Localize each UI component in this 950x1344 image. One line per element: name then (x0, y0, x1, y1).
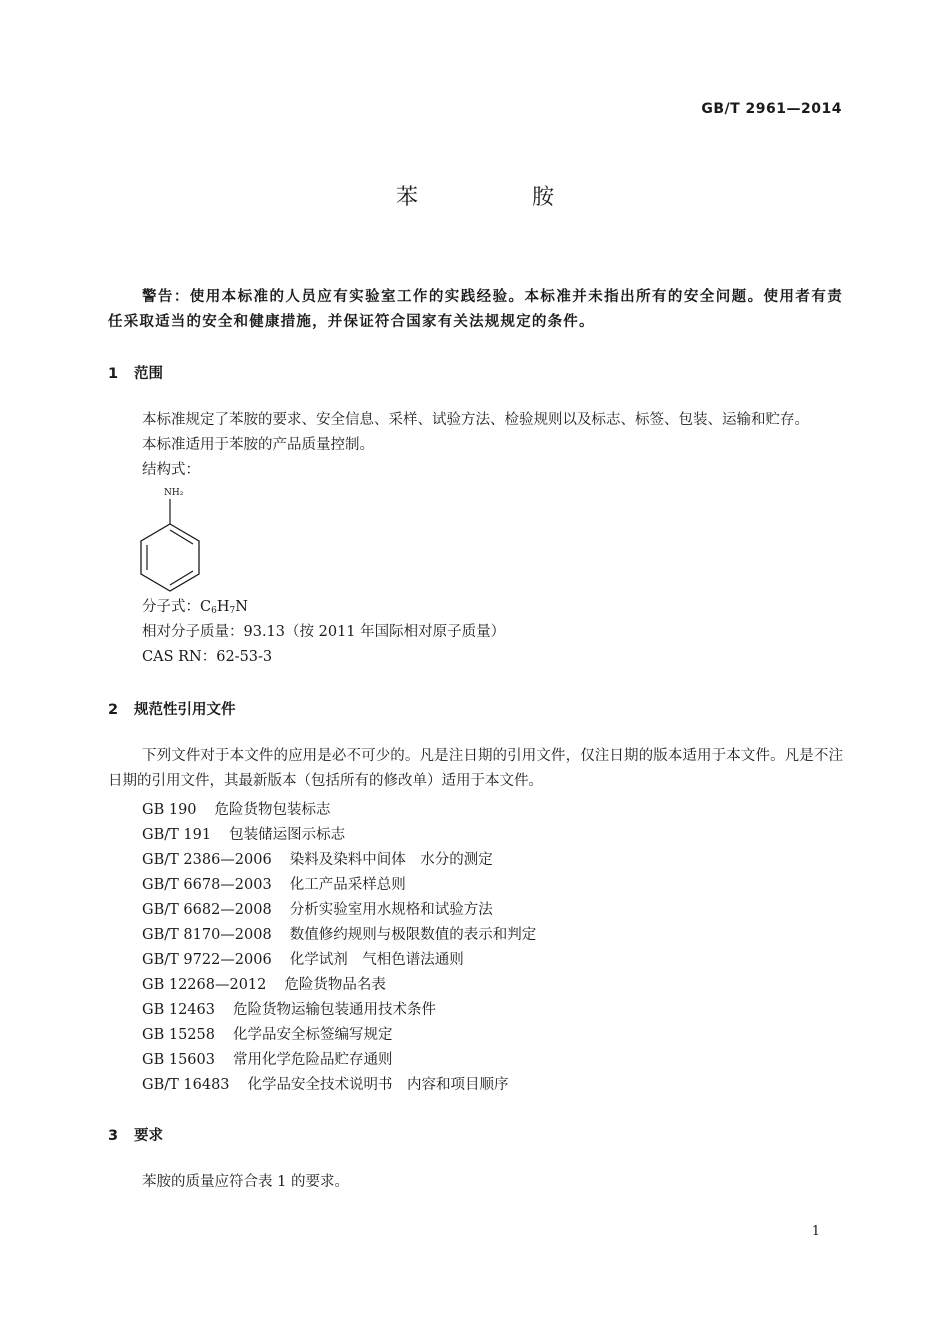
reference-code: GB/T 6682—2008 (142, 902, 272, 918)
double-bond-1 (170, 530, 193, 544)
reference-title: 包装储运图示标志 (229, 827, 346, 843)
page-number: 1 (811, 1224, 820, 1239)
references-intro: 下列文件对于本文件的应用是必不可少的。凡是注日期的引用文件，仅注日期的版本适用于本文件。凡是不注日期的引用文件，其最新版本（包括所有的修改单）适用于本文件。 (108, 748, 843, 789)
reference-item (142, 898, 493, 919)
section-2-number: 2 (108, 702, 119, 718)
formula-carbon-count: 6 (211, 606, 217, 616)
reference-item (142, 973, 386, 994)
reference-item (142, 798, 331, 819)
reference-item (142, 848, 493, 869)
reference-code: GB/T 6678—2003 (142, 877, 272, 893)
formula-label: 分子式： (142, 599, 200, 615)
reference-title: 分析实验室用水规格和试验方法 (289, 902, 493, 918)
amino-group-label: NH₂ (164, 488, 184, 498)
reference-title: 化学试剂 气相色谱法通则 (289, 952, 464, 968)
formula-nitrogen: N (235, 599, 248, 615)
benzene-ring (141, 524, 199, 591)
reference-title: 常用化学危险品贮存通则 (232, 1052, 393, 1068)
section-1-number: 1 (108, 366, 119, 382)
reference-item (142, 998, 436, 1019)
warning-paragraph: 警告：使用本标准的人员应有实验室工作的实践经验。本标准并未指出所有的安全问题。使用者有责任采取适当的安全和健康措施，并保证符合国家有关法规规定的条件。 (108, 289, 843, 330)
reference-code: GB/T 9722—2006 (142, 952, 272, 968)
cas-number: CAS RN：62-53-3 (142, 649, 273, 665)
reference-code: GB 15258 (142, 1027, 215, 1043)
molecular-mass: 相对分子质量：93.13（按 2011 年国际相对原子质量） (142, 624, 506, 640)
structure-label: 结构式： (142, 462, 200, 478)
section-1-heading (108, 362, 163, 383)
document-title: 苯 胺 (395, 185, 600, 210)
reference-code: GB 190 (142, 802, 197, 818)
double-bond-2 (170, 571, 193, 585)
reference-title: 化学品安全技术说明书 内容和项目顺序 (247, 1077, 509, 1093)
reference-title: 危险货物包装标志 (214, 802, 331, 818)
reference-title: 化学品安全标签编写规定 (232, 1027, 393, 1043)
section-2-heading (108, 698, 236, 719)
reference-item (142, 923, 536, 944)
section-2-title: 规范性引用文件 (134, 702, 236, 718)
formula-carbon: C (200, 599, 212, 615)
scope-paragraph-2: 本标准适用于苯胺的产品质量控制。 (142, 437, 374, 453)
aniline-structure-diagram (130, 484, 210, 594)
requirements-paragraph: 苯胺的质量应符合表 1 的要求。 (142, 1174, 349, 1190)
reference-item (142, 1073, 509, 1094)
section-1-title: 范围 (134, 366, 163, 382)
reference-code: GB/T 8170—2008 (142, 927, 272, 943)
reference-title: 危险货物品名表 (284, 977, 386, 993)
section-3-title: 要求 (134, 1128, 163, 1144)
reference-item (142, 948, 464, 969)
reference-code: GB/T 16483 (142, 1077, 230, 1093)
scope-paragraph-1: 本标准规定了苯胺的要求、安全信息、采样、试验方法、检验规则以及标志、标签、包装、运输和贮存。 (142, 412, 809, 428)
reference-code: GB/T 2386—2006 (142, 852, 272, 868)
section-3-number: 3 (108, 1128, 119, 1144)
reference-title: 危险货物运输包装通用技术条件 (232, 1002, 436, 1018)
reference-item (142, 873, 406, 894)
formula-hydrogen: H (216, 599, 230, 615)
standard-code: GB/T 2961—2014 (701, 101, 842, 117)
reference-title: 染料及染料中间体 水分的测定 (289, 852, 493, 868)
reference-title: 数值修约规则与极限数值的表示和判定 (289, 927, 537, 943)
reference-code: GB 15603 (142, 1052, 215, 1068)
section-3-heading (108, 1124, 163, 1145)
reference-code: GB/T 191 (142, 827, 212, 843)
reference-code: GB 12463 (142, 1002, 215, 1018)
formula-hydrogen-count: 7 (229, 606, 236, 616)
reference-code: GB 12268—2012 (142, 977, 267, 993)
reference-item (142, 1048, 392, 1069)
reference-title: 化工产品采样总则 (289, 877, 406, 893)
reference-item (142, 823, 345, 844)
reference-item (142, 1023, 392, 1044)
